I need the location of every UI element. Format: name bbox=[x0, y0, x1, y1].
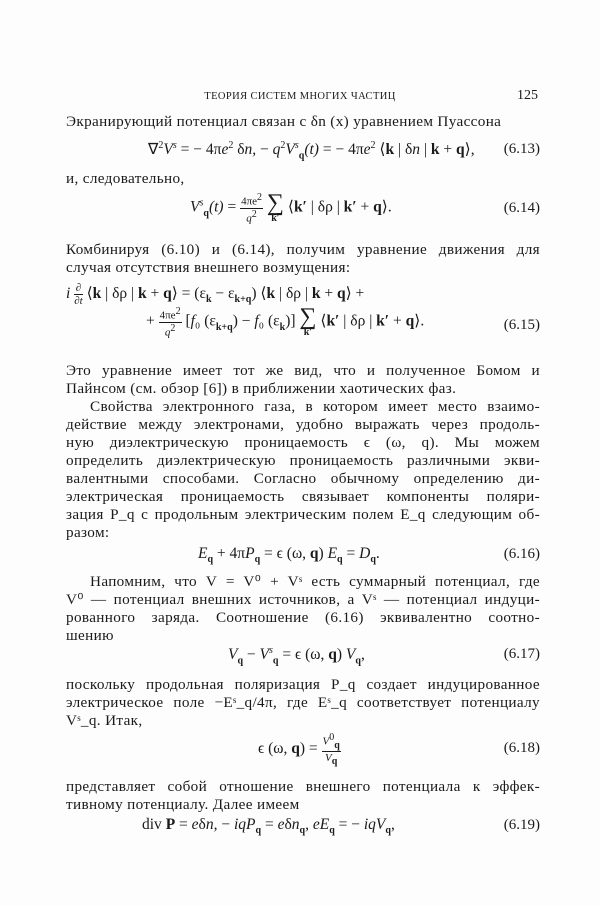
equation-6-14: $V^s_q(t)$ = $\frac{4\pi e^2}{q^2}$ ∑ k′ ⟨k′ | δρ | k′ + q⟩. bbox=[190, 190, 392, 225]
paragraph-line: определить диэлектрическую проницаемость различными экви- bbox=[66, 452, 540, 469]
paragraph-line: Свойства электронного газа, в котором имеет место взаимо- bbox=[90, 398, 540, 415]
page-number: 125 bbox=[517, 88, 538, 103]
paragraph-line: представляет собой отношение внешнего потенциала к эффек- bbox=[66, 778, 540, 795]
paragraph-line: Комбинируя (6.10) и (6.14), получим уравнение движения для bbox=[66, 241, 540, 258]
paragraph-line: электрическая проницаемость связывает компоненты поляри- bbox=[66, 488, 540, 505]
equation-6-18: ϵ (ω, q) = $\frac{V^0_q}{V_q}$ bbox=[258, 732, 340, 768]
paragraph-line: разом: bbox=[66, 524, 110, 541]
paragraph-line: Это уравнение имеет тот же вид, что и полученное Бомом и bbox=[66, 362, 540, 379]
equation-6-15-line2: + $\frac{4\pi e^2}{q^2}$ [f₀ $(\varepsilon_{k+q}) - f_0$ $(\varepsilon_k)$] ∑ k′ ⟨k′ | δρ | k′ + q⟩. bbox=[146, 304, 425, 339]
paragraph-line: действие между электронами, удобно выражать через продоль- bbox=[66, 416, 540, 433]
equation-number: (6.17) bbox=[503, 646, 540, 662]
paragraph-line: рованного заряда. Соотношение (6.16) эквивалентно соотно- bbox=[66, 609, 540, 626]
paragraph-line: зация P_q с продольным электрическим полем E_q следующим об- bbox=[66, 506, 540, 523]
equation-6-15-line1: i $\frac{\partial}{\partial t}$ ⟨k | δρ | k + q⟩ = $(\varepsilon_k - \varepsilon_{k+q})$ ⟨k | δρ | k + q⟩ + bbox=[66, 282, 365, 307]
paragraph-line: ную диэлектрическую проницаемость ϵ (ω, q). Мы можем bbox=[66, 434, 540, 451]
paragraph-line: V⁰ — потенциал внешних источников, а Vˢ — потенциал индуци- bbox=[66, 591, 540, 608]
paragraph-line: электрическое поле −Eˢ_q/4π, где Eˢ_q соответствует потенциалу bbox=[66, 694, 540, 711]
running-header: ТЕОРИЯ СИСТЕМ МНОГИХ ЧАСТИЦ bbox=[204, 91, 396, 102]
equation-number: (6.18) bbox=[503, 740, 540, 756]
paragraph-line: Напомним, что V = V⁰ + Vˢ есть суммарный потенциал, где bbox=[90, 573, 540, 590]
paragraph-line: Экранирующий потенциал связан с δn (x) уравнением Пуассона bbox=[66, 113, 502, 130]
paragraph-line: валентными способами. Согласно обычному определению ди- bbox=[66, 470, 540, 487]
paragraph-line: случая отсутствия внешнего возмущения: bbox=[66, 259, 351, 276]
equation-number: (6.13) bbox=[503, 141, 540, 157]
paragraph-line: шению bbox=[66, 627, 114, 644]
equation-6-19: div P = eδn, − iqP$_q$ = eδn$_q$, $eE_q$ = − iqV$_q$, bbox=[142, 816, 395, 837]
equation-6-17: $V_q - V^s_q = \epsilon$ (ω, q) $V_q$, bbox=[228, 645, 365, 667]
paragraph-line: поскольку продольная поляризация P_q создает индуцированное bbox=[66, 676, 540, 693]
equation-6-16: $E_q + 4\pi P_q = \epsilon$ (ω, q) $E_q = D_q$. bbox=[198, 545, 380, 566]
equation-number: (6.15) bbox=[503, 317, 540, 333]
equation-6-13: $\nabla^2V^s$ = − $4\pi e^2$ δn, − $q^2V^s_q(t)$ = − $4\pi e^2$ ⟨k | δn | k + q⟩, bbox=[148, 140, 475, 162]
paragraph-line: Пайнсом (см. обзор [6]) в приближении хаотических фаз. bbox=[66, 380, 457, 397]
paragraph-line: тивному потенциалу. Далее имеем bbox=[66, 796, 300, 813]
paragraph-line: Vˢ_q. Итак, bbox=[66, 712, 143, 729]
paragraph-line: и, следовательно, bbox=[66, 170, 185, 187]
equation-number: (6.19) bbox=[503, 817, 540, 833]
equation-number: (6.16) bbox=[503, 546, 540, 562]
equation-number: (6.14) bbox=[503, 200, 540, 216]
